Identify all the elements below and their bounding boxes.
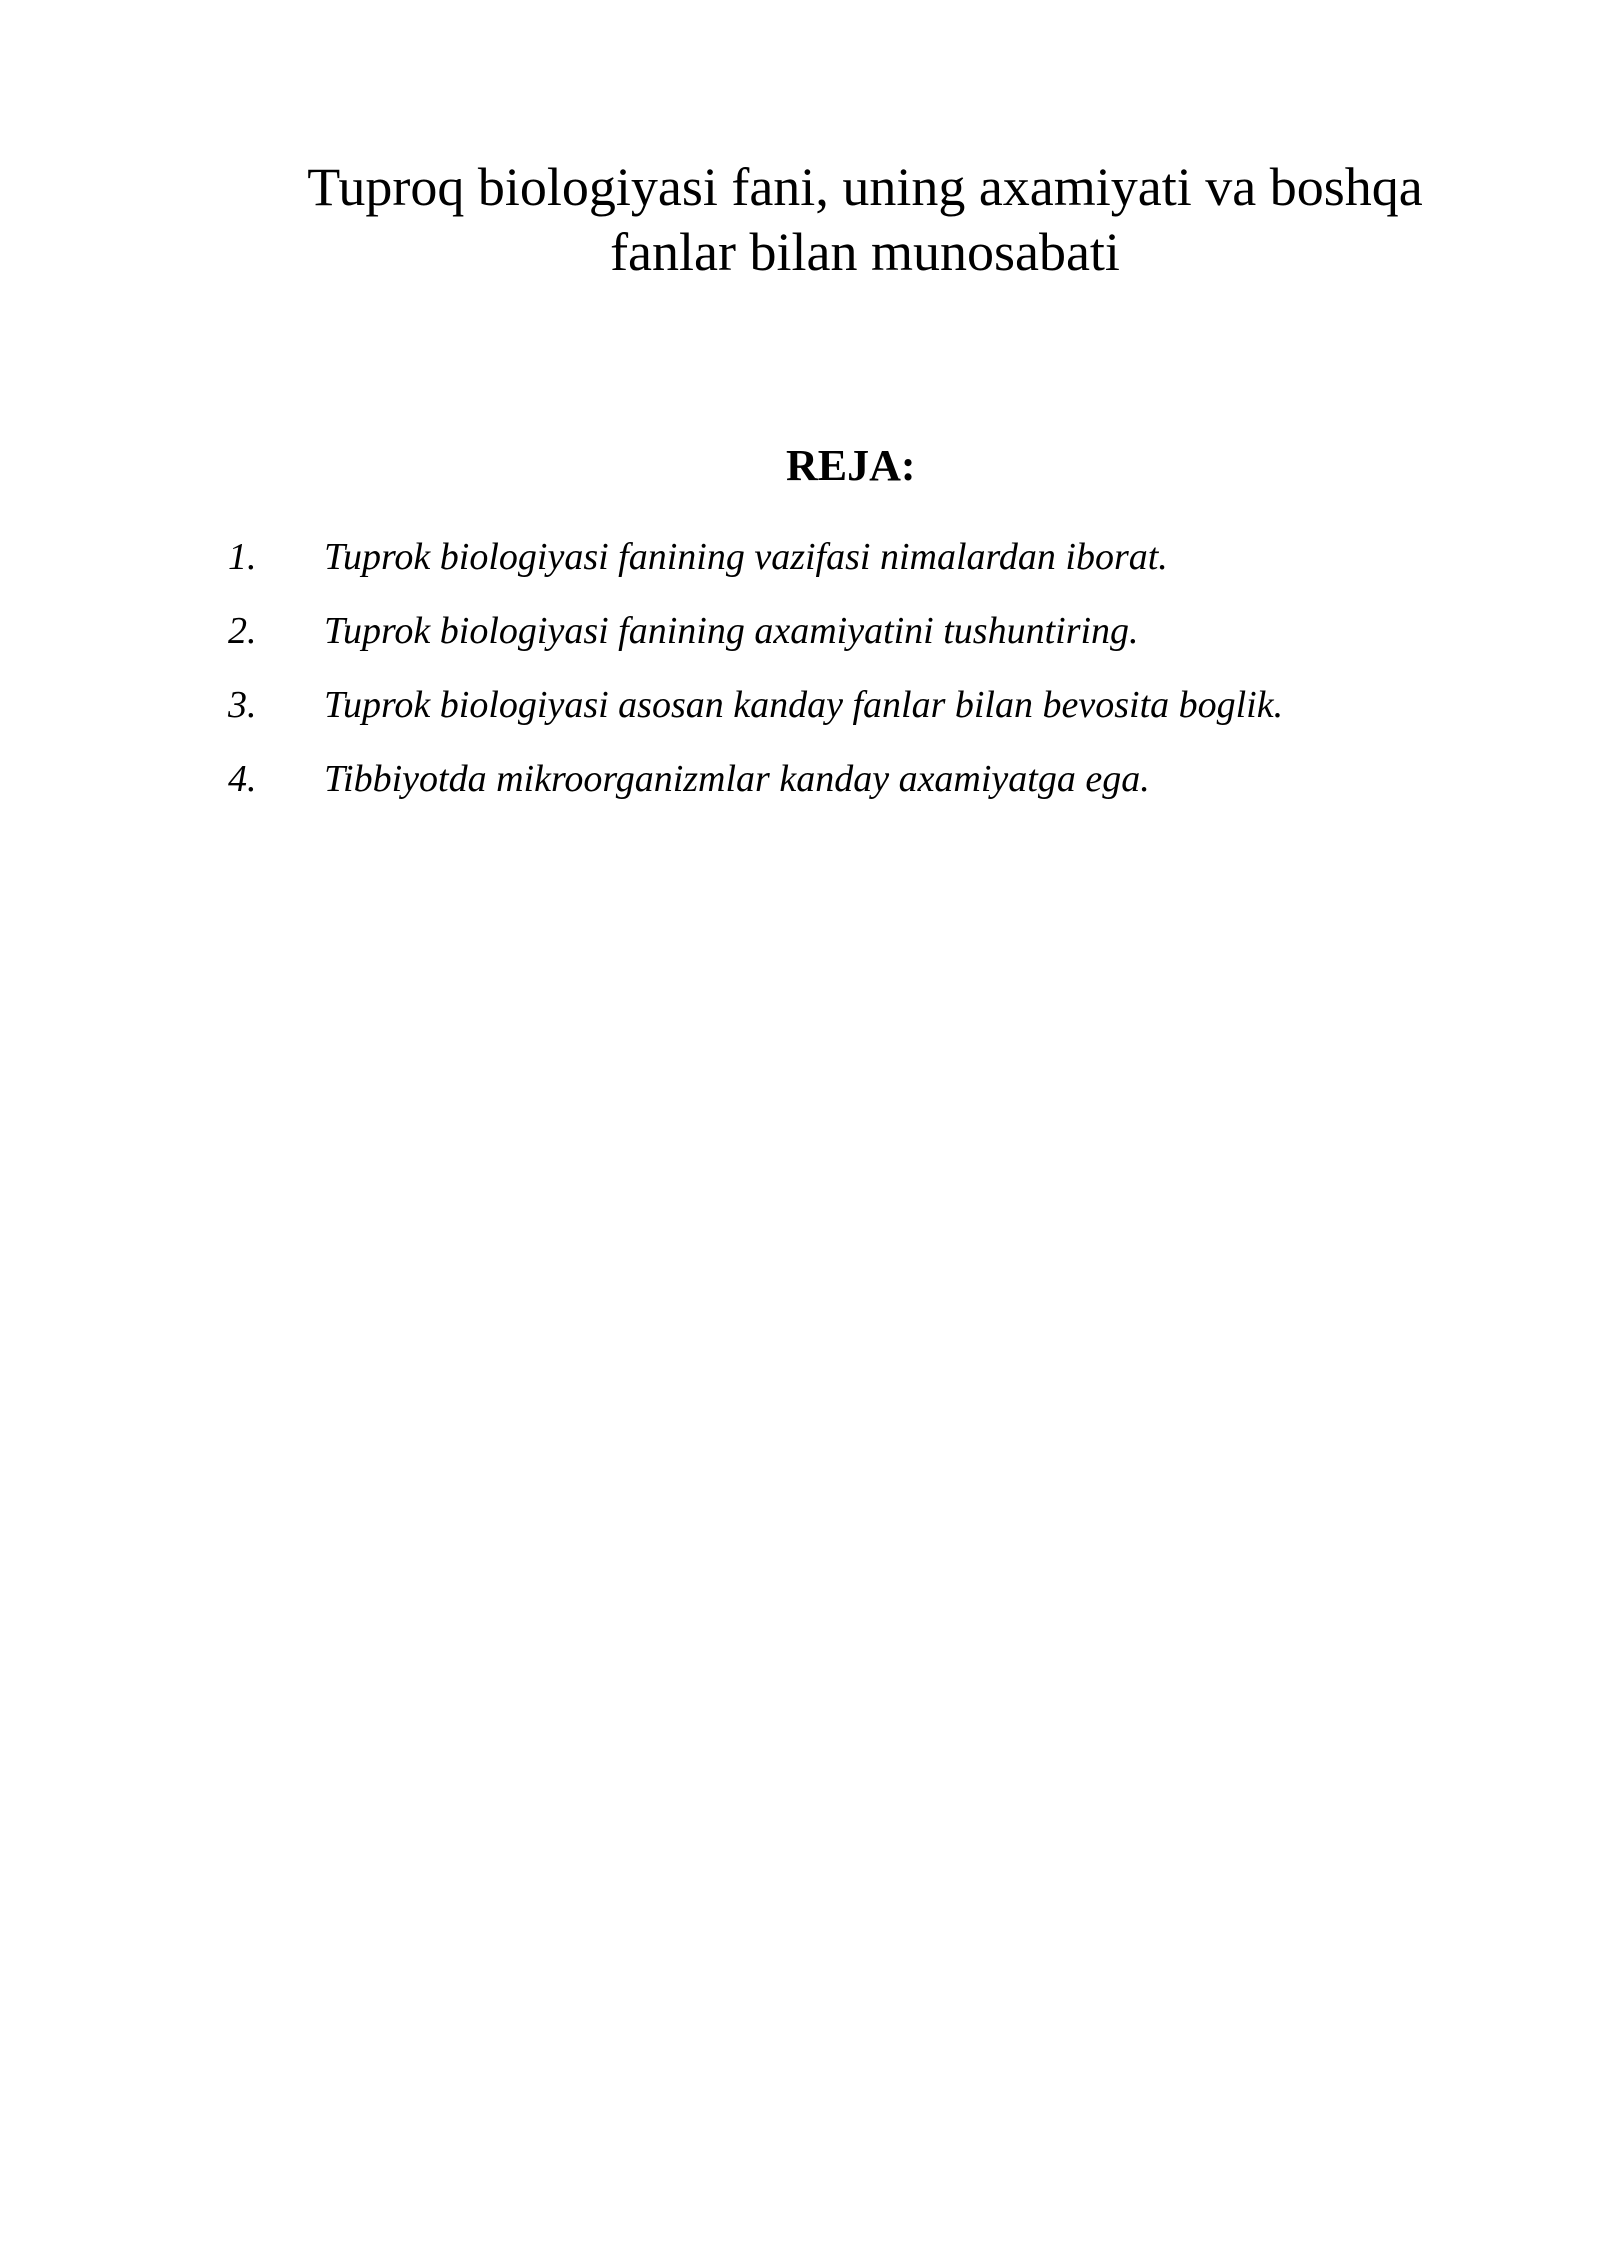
plan-item-4	[228, 742, 1283, 816]
plan-item-2	[228, 594, 1283, 668]
plan-item-text: Tibbiyotda mikroorganizmlar kanday axamiyatga ega.	[324, 758, 1150, 800]
document-title	[230, 155, 1500, 285]
plan-item-3	[228, 668, 1283, 742]
plan-item-text: Tuprok biologiyasi fanining vazifasi nimalardan iborat.	[324, 536, 1168, 578]
plan-item-number: 2.	[228, 610, 257, 652]
plan-item-number: 3.	[228, 684, 257, 726]
plan-item-text: Tuprok biologiyasi asosan kanday fanlar bilan bevosita boglik.	[324, 684, 1284, 726]
title-line-2: fanlar bilan munosabati	[610, 222, 1120, 282]
plan-item-text: Tuprok biologiyasi fanining axamiyatini tushuntiring.	[324, 610, 1139, 652]
plan-list	[228, 520, 1283, 816]
plan-item-1	[228, 520, 1283, 594]
title-line-1: Tuproq biologiyasi fani, uning axamiyati va boshqa	[307, 157, 1423, 217]
plan-heading: REJA:	[786, 441, 916, 490]
plan-item-number: 1.	[228, 536, 257, 578]
plan-item-number: 4.	[228, 758, 257, 800]
